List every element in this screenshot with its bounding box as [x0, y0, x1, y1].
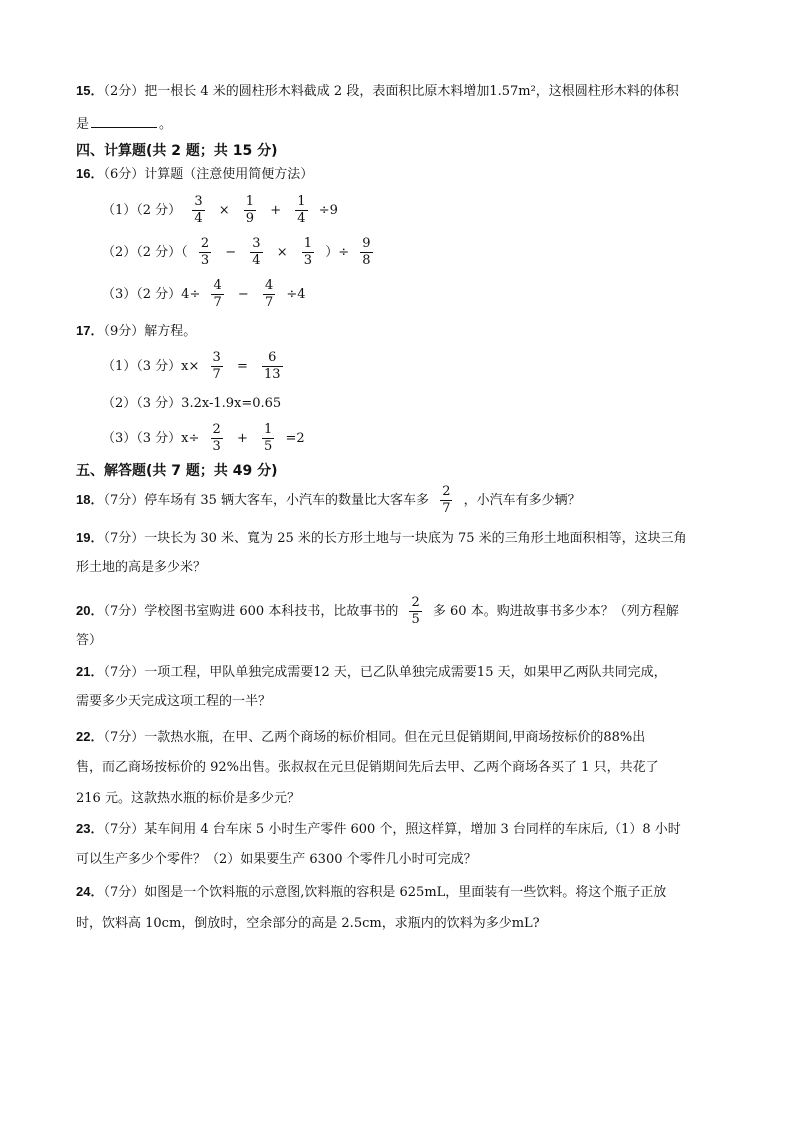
question-number: 16．	[76, 166, 104, 181]
question-number: 23．	[76, 821, 104, 836]
question-21-line-2: 需要多少天完成这项工程的一半？	[76, 694, 272, 709]
expression-tail: =2	[285, 431, 305, 446]
question-16	[76, 164, 313, 185]
fraction	[211, 350, 223, 383]
denominator: 7	[212, 367, 221, 382]
fraction	[211, 278, 223, 311]
question-text: 一款热水瓶，在甲、乙两个商场的标价相同。但在元旦促销期间,甲商场按标价的88%出	[144, 730, 646, 745]
question-number: 15．	[76, 83, 104, 98]
question-17	[76, 321, 196, 342]
expression-mid: ）÷	[325, 245, 350, 260]
section-heading-4: 四、计算题(共 2 题；共 15 分)	[76, 143, 278, 159]
section-heading-5: 五、解答题(共 7 题；共 49 分)	[76, 463, 278, 479]
question-number: 24．	[76, 884, 104, 899]
question-score: （7分）	[103, 822, 145, 837]
fraction	[302, 236, 314, 269]
fraction	[360, 236, 372, 269]
question-23-line-2: 可以生产多少个零件？（2）如果要生产 6300 个零件几小时可完成？	[76, 852, 477, 867]
denominator: 4	[194, 211, 203, 226]
fraction	[192, 194, 204, 227]
numerator: 1	[303, 236, 313, 251]
operator: ×	[218, 203, 230, 218]
expression-tail: ÷4	[286, 287, 306, 302]
numerator: 3	[252, 236, 261, 251]
fraction	[262, 422, 274, 455]
question-22	[76, 727, 645, 748]
fraction	[199, 236, 211, 269]
question-number: 17．	[76, 323, 104, 338]
question-score: （7分）	[103, 730, 145, 745]
denominator: 13	[264, 367, 281, 382]
question-number: 20．	[76, 603, 104, 618]
part-label: （3）（3 分）x÷	[102, 431, 200, 446]
operator: −	[225, 245, 237, 260]
question-score: （6分）	[103, 167, 145, 182]
question-17-part-1	[102, 350, 290, 383]
answer-blank[interactable]	[91, 113, 157, 128]
question-text: 把一根长 4 米的圆柱形木料截成 2 段，表面积比原木料增加1.57m²，这根圆柱形木料的体积	[144, 84, 679, 99]
fraction	[244, 194, 256, 227]
question-number: 21．	[76, 664, 104, 679]
question-19	[76, 528, 687, 549]
question-text: ，小汽车有多少辆？	[463, 493, 581, 508]
question-text: 如图是一个饮料瓶的示意图,饮料瓶的容积是 625mL，里面装有一些饮料。将这个瓶子正放	[144, 885, 667, 900]
operator: +	[270, 203, 282, 218]
numerator: 4	[264, 278, 274, 293]
fraction	[263, 278, 275, 311]
numerator: 2	[442, 484, 451, 499]
fraction	[211, 422, 223, 455]
question-score: （7分）	[103, 604, 145, 619]
question-16-part-1	[102, 194, 338, 227]
question-score: （7分）	[103, 531, 145, 546]
question-21	[76, 662, 667, 683]
question-24-line-2: 时，饮料高 10cm，倒放时，空余部分的高是 2.5cm，求瓶内的饮料为多少mL?	[76, 916, 540, 931]
denominator: 3	[212, 439, 221, 454]
denominator: 7	[442, 501, 451, 516]
question-score: （9分）	[103, 324, 145, 339]
question-number: 22．	[76, 729, 104, 744]
question-text: 一块长为 30 米、寬为 25 米的长方形土地与一块底为 75 米的三角形土地面积相等，这块三角	[144, 531, 687, 546]
question-16-part-3	[102, 278, 306, 311]
fraction	[262, 350, 283, 383]
question-text: 计算题（注意使用简便方法）	[144, 167, 314, 182]
question-number: 19．	[76, 530, 104, 545]
question-text: 多 60 本。购进故事书多少本？（列方程解	[432, 604, 679, 619]
fraction	[250, 236, 262, 269]
part-label: （1）（2 分）	[102, 203, 182, 218]
question-text: 学校图书室购进 600 本科技书，比故事书的	[144, 604, 399, 619]
question-number: 18．	[76, 492, 104, 507]
question-16-part-2	[102, 236, 380, 269]
numerator: 3	[212, 350, 221, 365]
denominator: 8	[362, 253, 371, 268]
operator: −	[237, 287, 249, 302]
denominator: 7	[264, 295, 274, 310]
question-22-line-2: 售，而乙商场按标价的 92%出售。张叔叔在元旦促销期间先后去甲、乙两个商场各买了 1 只，共花了	[76, 760, 659, 775]
numerator: 2	[200, 236, 210, 251]
numerator: 2	[411, 595, 420, 610]
operator: +	[236, 431, 248, 446]
question-score: （2分）	[103, 84, 145, 99]
question-24	[76, 882, 666, 903]
question-score: （7分）	[103, 885, 145, 900]
question-text: 解方程。	[144, 324, 197, 339]
fraction	[409, 595, 421, 628]
fraction	[440, 484, 452, 517]
denominator: 5	[264, 439, 273, 454]
question-20-line-2: 答）	[76, 633, 103, 648]
question-score: （7分）	[103, 493, 145, 508]
question-text: 停车场有 35 辆大客车，小汽车的数量比大客车多	[144, 493, 430, 508]
denominator: 4	[297, 211, 306, 226]
numerator: 1	[297, 194, 306, 209]
denominator: 7	[213, 295, 222, 310]
question-15	[76, 81, 679, 102]
expression-tail: ÷9	[318, 203, 338, 218]
denominator: 3	[303, 253, 313, 268]
question-text: 某车间用 4 台车床 5 小时生产零件 600 个，照这样算，增加 3 台同样的车床后,（1）8 小时	[144, 822, 681, 837]
numerator: 1	[245, 194, 255, 209]
question-15-line-2	[76, 113, 172, 135]
question-17-part-3	[102, 422, 305, 455]
denominator: 5	[411, 612, 420, 627]
question-17-part-2: （2）（3 分）3.2x-1.9x=0.65	[102, 396, 282, 411]
numerator: 9	[362, 236, 371, 251]
question-20	[76, 595, 679, 628]
operator: =	[236, 359, 248, 374]
numerator: 3	[194, 194, 203, 209]
question-23	[76, 819, 681, 840]
numerator: 2	[212, 422, 221, 437]
question-18	[76, 484, 581, 517]
question-text: 一项工程，甲队单独完成需要12 天，已乙队单独完成需要15 天，如果甲乙两队共同完成，	[144, 665, 667, 680]
part-label: （2）（2 分）（	[102, 245, 188, 260]
numerator: 1	[264, 422, 273, 437]
denominator: 9	[245, 211, 255, 226]
question-score: （7分）	[103, 665, 145, 680]
fraction	[295, 194, 307, 227]
part-label: （1）（3 分）x×	[102, 359, 200, 374]
question-text: 。	[159, 117, 173, 132]
question-text: 是	[76, 117, 90, 132]
denominator: 3	[200, 253, 210, 268]
part-label: （3）（2 分）4÷	[102, 287, 201, 302]
operator: ×	[276, 245, 288, 260]
numerator: 4	[213, 278, 222, 293]
denominator: 4	[252, 253, 261, 268]
question-22-line-3: 216 元。这款热水瓶的标价是多少元？	[76, 791, 300, 806]
numerator: 6	[268, 350, 277, 365]
question-19-line-2: 形土地的高是多少米？	[76, 560, 207, 575]
